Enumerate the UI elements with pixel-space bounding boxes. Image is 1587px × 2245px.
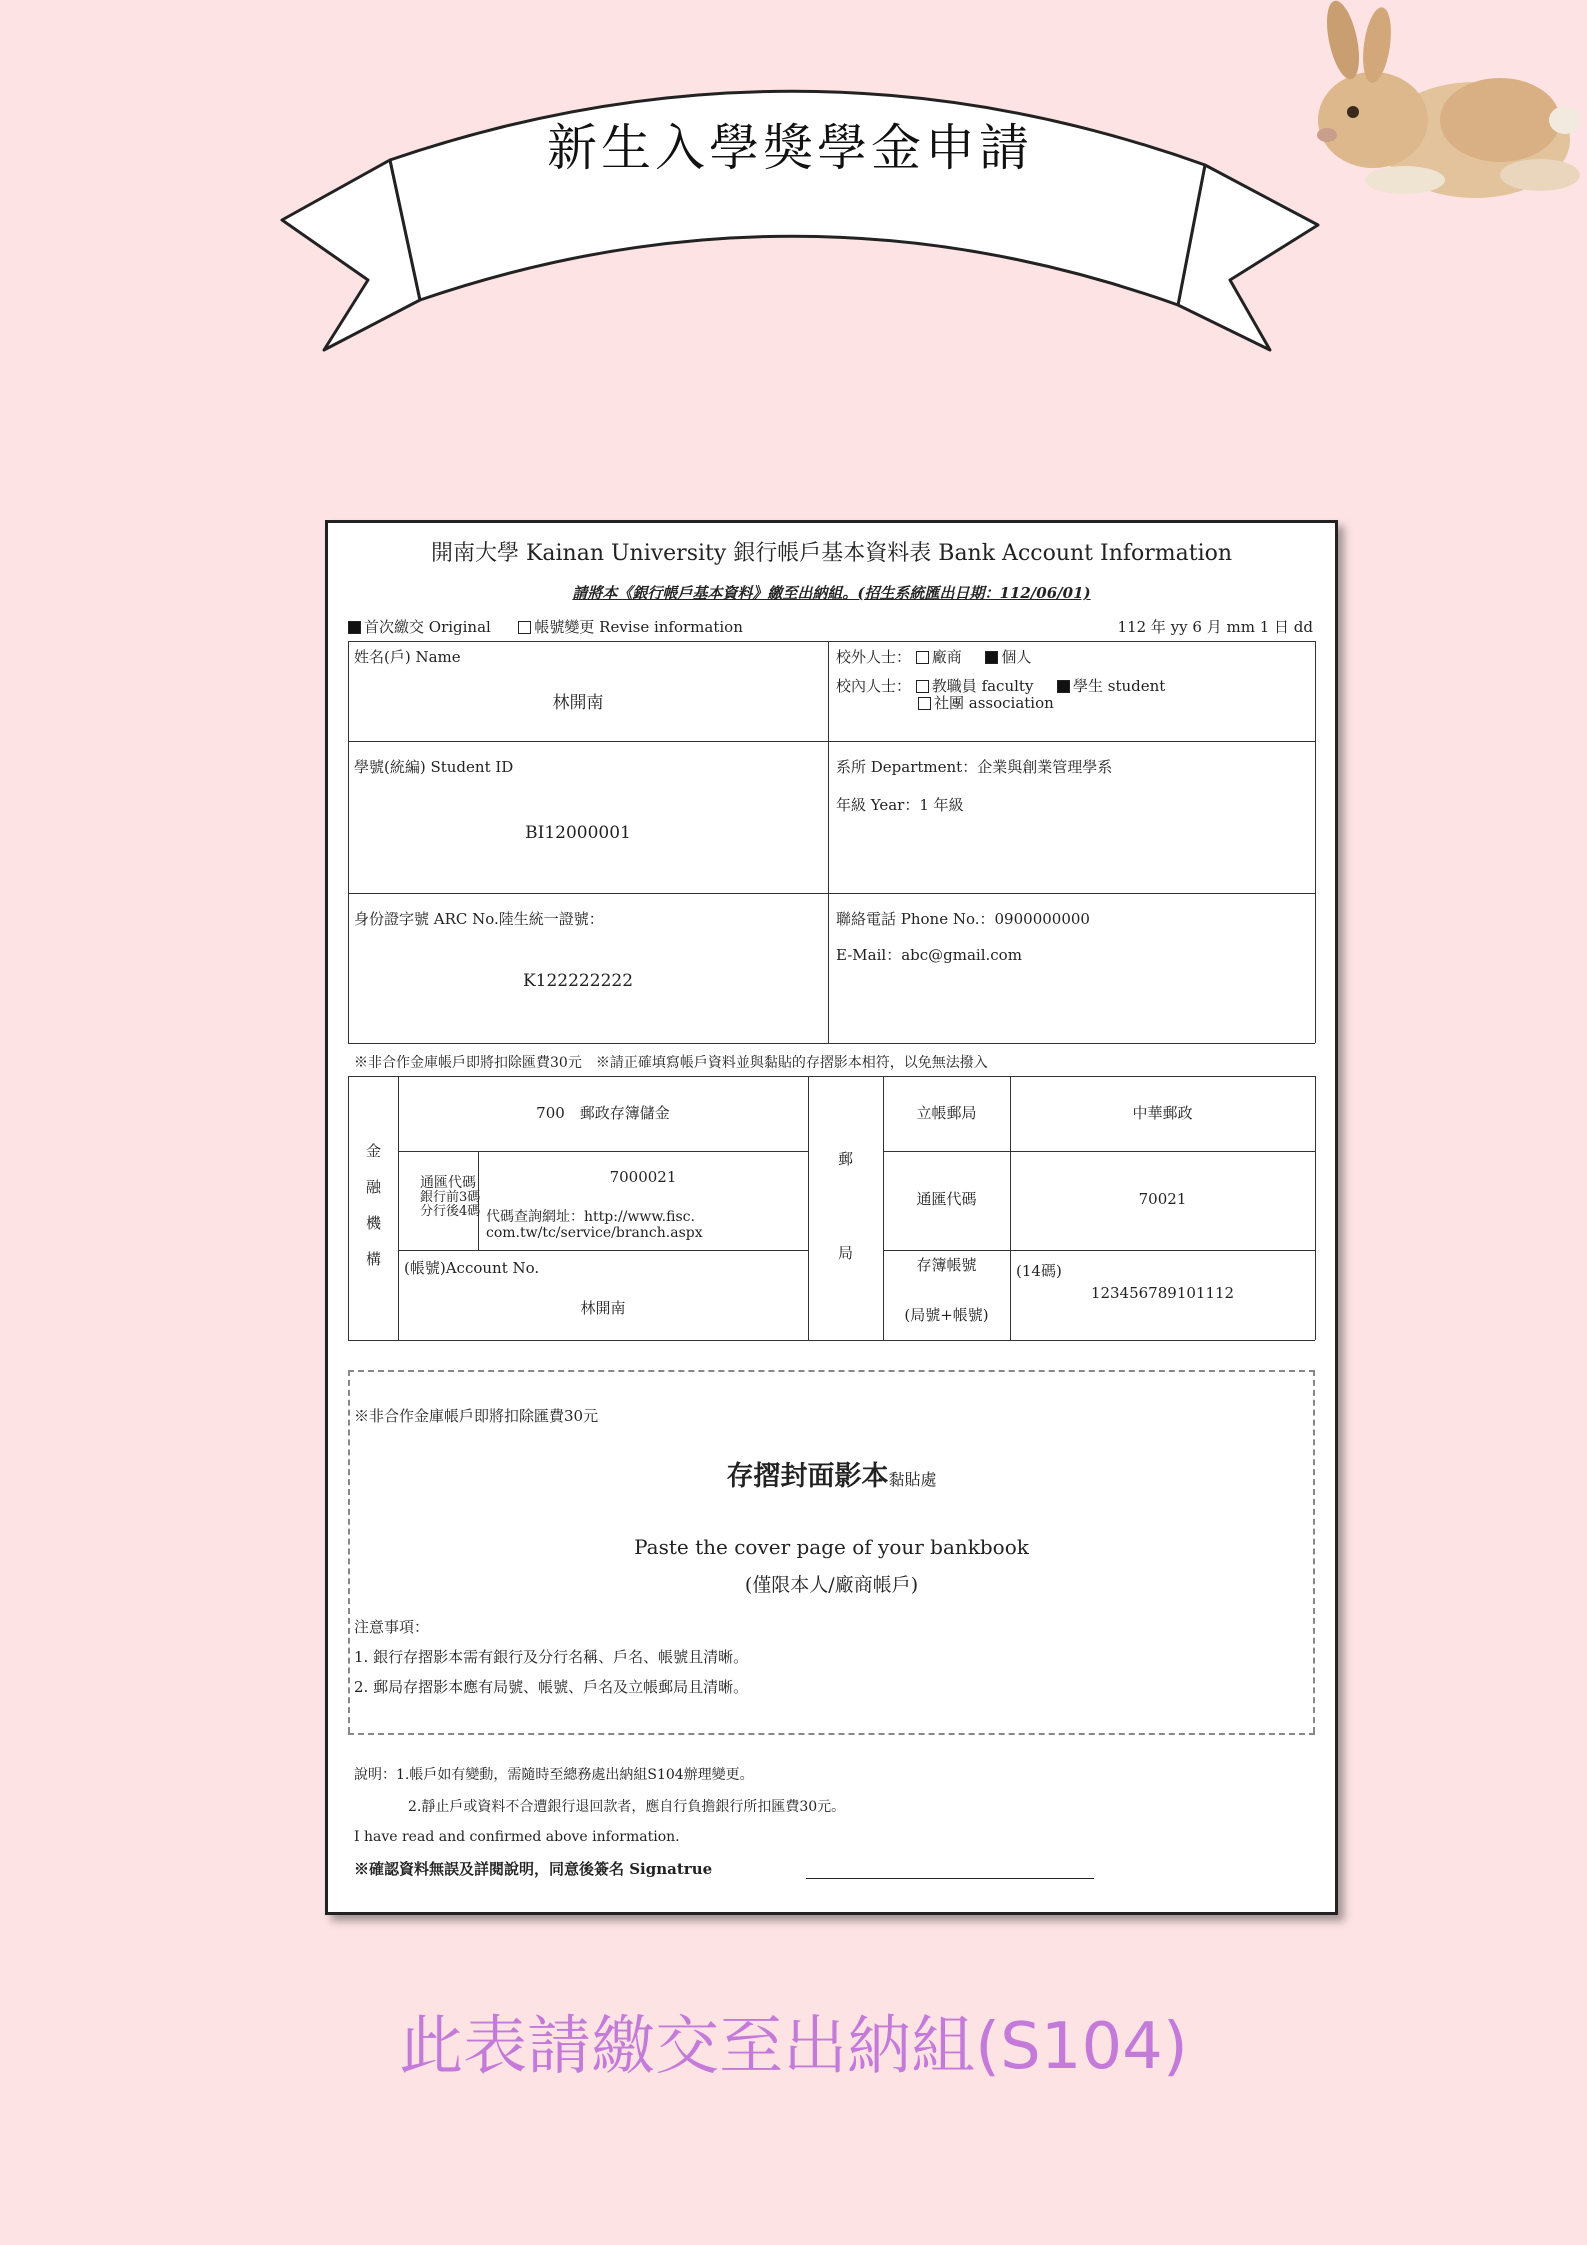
lookup-url-2: com.tw/tc/service/branch.aspx [486, 1225, 703, 1241]
notice-row: ※非合作金庫帳戶即將扣除匯費30元 ※請正確填寫帳戶資料並與黏貼的存摺影本相符，以免無法撥入 [354, 1055, 988, 1071]
explain-1: 說明：1.帳戶如有變動，需隨時至總務處出納組S104辦理變更。 [354, 1767, 754, 1783]
account-value: 林開南 [580, 1299, 626, 1317]
post-office-label: 立帳郵局 [916, 1104, 977, 1122]
bank-remit-value: 7000021 [609, 1168, 677, 1186]
arc-value: K122222222 [522, 971, 634, 991]
form-title: 開南大學 Kainan University 銀行帳戶基本資料表 Bank Account Information [430, 541, 1233, 566]
association-option: 社團 association [918, 695, 1054, 712]
year: 年級 Year：1 年級 [836, 796, 964, 814]
submit-type: 首次繳交 Original 帳號變更 Revise information [348, 619, 743, 636]
department: 系所 Department：企業與創業管理學系 [836, 758, 1113, 776]
checkbox-faculty[interactable] [916, 680, 929, 693]
passbook-value: 123456789101112 [1090, 1284, 1235, 1302]
digits-note: (14碼) [1016, 1262, 1062, 1280]
name-value: 林開南 [552, 693, 604, 713]
banner-title: 新生入學獎學金申請 [547, 119, 1033, 177]
lookup-url-1: 代碼查詢網址：http://www.fisc. [486, 1209, 695, 1225]
passbook-sub: (局號+帳號) [904, 1306, 989, 1324]
account-label: (帳號)Account No. [404, 1259, 540, 1277]
post-office-value: 中華郵政 [1132, 1104, 1193, 1122]
bank-name: 700 郵政存簿儲金 [536, 1104, 670, 1122]
phone: 聯絡電話 Phone No.：0900000000 [836, 910, 1090, 928]
note-1: 1. 銀行存摺影本需有銀行及分行名稱、戶名、帳號且清晰。 [354, 1648, 749, 1666]
outside-option-group: 校外人士： 廠商 個人 [836, 648, 1032, 666]
form-instruction: 請將本《銀行帳戶基本資料》繳至出納組。(招生系統匯出日期：112/06/01) [572, 584, 1091, 602]
ribbon-banner [260, 50, 1340, 370]
confirm-chinese: ※確認資料無誤及詳閱說明，同意後簽名 Signatrue [354, 1860, 713, 1878]
post-remit-value: 70021 [1138, 1190, 1187, 1208]
paste-english: Paste the cover page of your bankbook [634, 1535, 1029, 1559]
paste-notice: ※非合作金庫帳戶即將扣除匯費30元 [354, 1407, 599, 1425]
post-remit-label: 通匯代碼 [916, 1190, 977, 1208]
checkbox-original[interactable] [348, 621, 361, 634]
email: E-Mail：abc@gmail.com [836, 946, 1022, 964]
student-id-value: BI12000001 [525, 823, 631, 843]
name-label: 姓名(戶) Name [354, 648, 461, 666]
checkbox-student[interactable] [1057, 680, 1070, 693]
confirm-english: I have read and confirmed above information. [354, 1829, 680, 1845]
paste-restriction: (僅限本人/廠商帳戶) [744, 1574, 919, 1596]
paste-title: 存摺封面影本黏貼處 [726, 1461, 937, 1492]
student-id-label: 學號(統編) Student ID [354, 758, 514, 776]
arc-label: 身份證字號 ARC No.陸生統一證號： [354, 910, 604, 928]
signature-line[interactable] [806, 1878, 1094, 1879]
passbook-label: 存簿帳號 [916, 1256, 977, 1274]
inside-option-group: 校內人士： 教職員 faculty 學生 student [836, 677, 1166, 695]
notes-label: 注意事項： [354, 1618, 430, 1636]
rabbit-illustration [1285, 0, 1585, 215]
checkbox-vendor[interactable] [916, 651, 929, 664]
footer-note: 此表請繳交至出納組(S104) [399, 2010, 1188, 2084]
checkbox-individual[interactable] [985, 651, 998, 664]
form-date: 112 年 yy 6 月 mm 1 日 dd [1117, 618, 1313, 636]
explain-2: 2.靜止戶或資料不合遭銀行退回款者，應自行負擔銀行所扣匯費30元。 [408, 1799, 846, 1815]
checkbox-association[interactable] [918, 697, 931, 710]
bank-account-form: 開南大學 Kainan University 銀行帳戶基本資料表 Bank Account Information 請將本《銀行帳戶基本資料》繳至出納組。(招生系統匯出日期：112/06/01) 首次繳交 Original 帳號變更 Revise information 112 年 yy 6 月 mm 1 日 dd 姓名(戶) Name 林開南 校外人士： 廠商 個人 校內人士： 教職員 faculty 學生 student 社團 association 學號(統編) Student ID BI12000001 系所 Department：企業與創業管理學系 年級 Year：1 年級 身份證字號 ARC No.陸生統一證號： K122222222 聯絡電話 Phone No.：0900000000 E-Mail：abc@gmail.com ※非合作金庫帳戶即將扣除匯費30元 ※請正確填寫帳戶資料並與黏貼的存摺影本相符，以免無法撥入 金 融 機 構 700 郵政存簿儲金 通匯代碼 銀行前3碼 分行後4碼 7000021 代碼查詢網址：http://www.fisc. com.tw/tc/service/branch.aspx (帳號)Account No. 林開南 郵 局 立帳郵局 中華郵政 通匯代碼 70021 存簿帳號 (局號+帳號) (14碼) 123456789101112 ※非合作金庫帳戶即將扣除匯費30元 存摺封面影本黏貼處 Paste the cover page of your bankbook (僅限本人/廠商帳戶) 注意事項： 1. 銀行存摺影本需有銀行及分行名稱、戶名、帳號且清晰。 2. 郵局存摺影本應有局號、帳號、戶名及立帳郵局且清晰。 說明：1.帳戶如有變動，需隨時至總務處出納組S104辦理變更。 2.靜止戶或資料不合遭銀行退回款者，應自行負擔銀行所扣匯費30元。 I have read and confirmed above information. ※確認資料無誤及詳閱說明，同意後簽名 Signatrue [325, 520, 1338, 1915]
checkbox-revise[interactable] [518, 621, 531, 634]
note-2: 2. 郵局存摺影本應有局號、帳號、戶名及立帳郵局且清晰。 [354, 1678, 749, 1696]
